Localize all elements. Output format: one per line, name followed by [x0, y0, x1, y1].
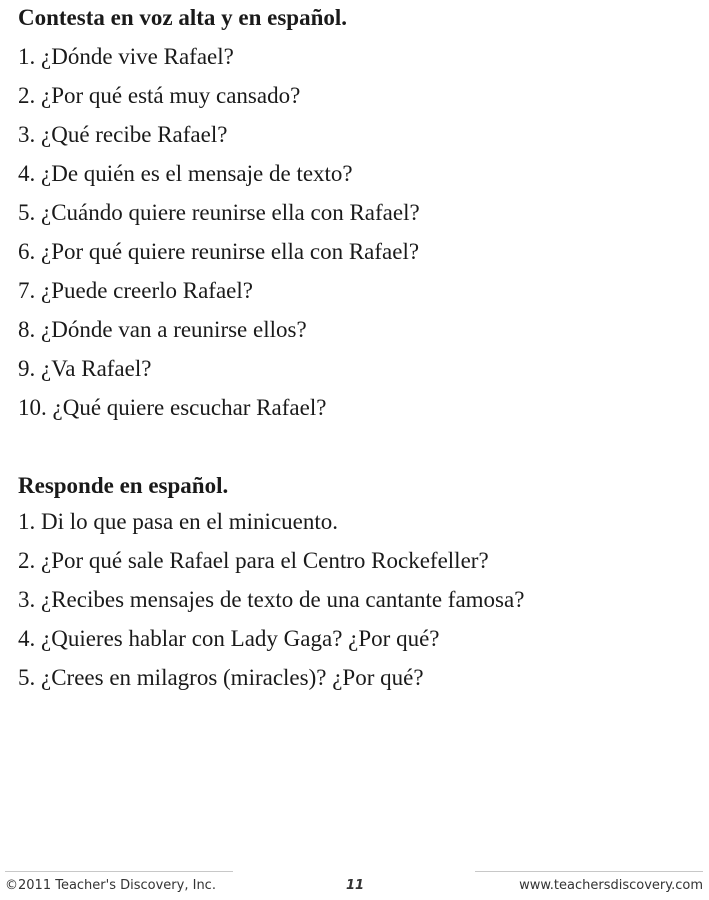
copyright: ©2011 Teacher's Discovery, Inc. — [5, 878, 216, 893]
question-item: 1. Di lo que pasa en el minicuento. — [18, 509, 339, 534]
question-item: 2. ¿Por qué está muy cansado? — [18, 83, 301, 108]
footer-divider-right — [475, 871, 703, 872]
section-heading: Contesta en voz alta y en español. — [18, 5, 348, 30]
question-item: 6. ¿Por qué quiere reunirse ella con Rafael? — [18, 239, 420, 264]
question-item: 8. ¿Dónde van a reunirse ellos? — [18, 317, 307, 342]
page-number: 11 — [346, 878, 365, 893]
question-item: 10. ¿Qué quiere escuchar Rafael? — [18, 395, 327, 420]
question-item: 3. ¿Qué recibe Rafael? — [18, 122, 228, 147]
question-item: 9. ¿Va Rafael? — [18, 356, 152, 381]
question-item: 4. ¿De quién es el mensaje de texto? — [18, 161, 353, 186]
section-heading: Responde en español. — [18, 473, 229, 498]
question-item: 5. ¿Cuándo quiere reunirse ella con Rafael? — [18, 200, 420, 225]
question-item: 5. ¿Crees en milagros (miracles)? ¿Por qué? — [18, 665, 424, 690]
footer-divider-left — [5, 871, 233, 872]
question-item: 1. ¿Dónde vive Rafael? — [18, 44, 234, 69]
website-url: www.teachersdiscovery.com — [519, 878, 703, 893]
question-item: 2. ¿Por qué sale Rafael para el Centro Rockefeller? — [18, 548, 489, 573]
question-item: 4. ¿Quieres hablar con Lady Gaga? ¿Por qué? — [18, 626, 440, 651]
question-item: 3. ¿Recibes mensajes de texto de una cantante famosa? — [18, 587, 525, 612]
question-item: 7. ¿Puede creerlo Rafael? — [18, 278, 253, 303]
